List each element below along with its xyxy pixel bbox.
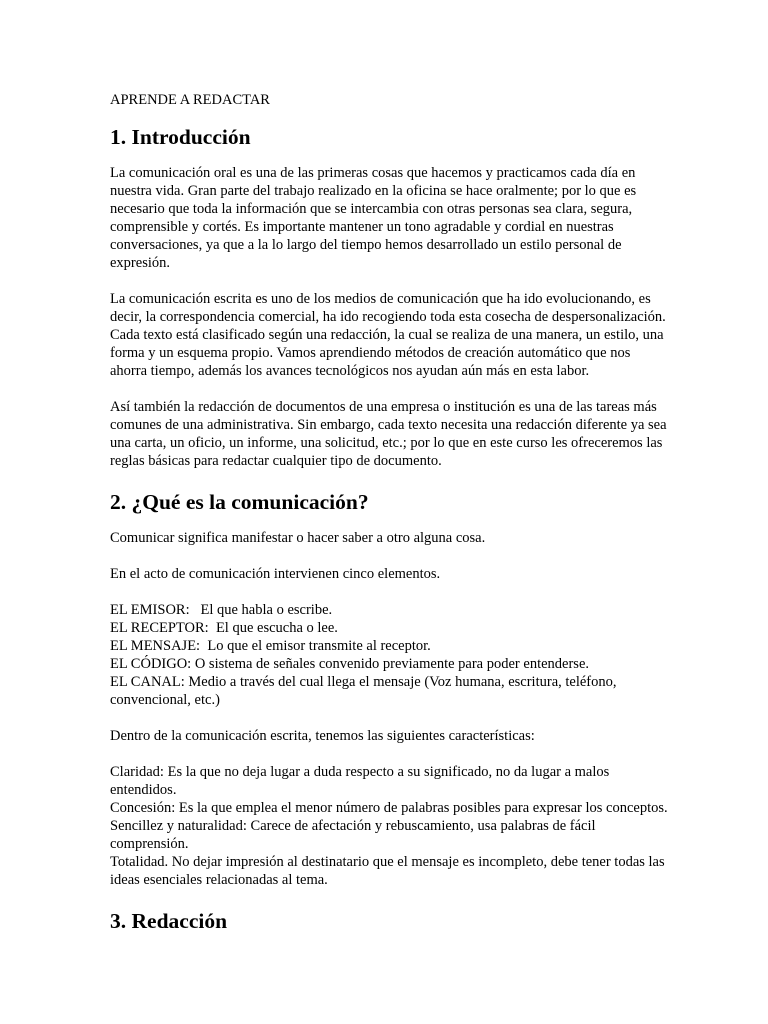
list-item: EL RECEPTOR: El que escucha o lee. [110,620,338,636]
list-item: EL EMISOR: El que habla o escribe. [110,602,333,618]
list-item: EL CANAL: Medio a través del cual llega el mensaje (Voz humana, escritura, teléfono, convencional, etc.) [110,674,617,708]
paragraph: La comunicación oral es una de las primeras cosas que hacemos y practicamos cada día en nuestra vida. Gran parte del trabajo realizado en la oficina se hace oralmente; por lo que es necesario que toda la información que se intercambia con otras personas sea clara, segura, comprensible y cortés. Es importante mantener un tono agradable y cordial en nuestras conversaciones, ya que a la lo largo del tiempo hemos desarrollado un estilo personal de expresión. [110,165,637,271]
section-heading-redaccion: 3. Redacción [110,909,228,933]
paragraph: En el acto de comunicación intervienen cinco elementos. [110,566,441,582]
paragraph: La comunicación escrita es uno de los medios de comunicación que ha ido evolucionando, es decir, la correspondencia comercial, ha ido recogiendo toda esta cosecha de despersonalización. Cada texto está clasificado según una redacción, la cual se realiza de una manera, un estilo, una forma y un esquema propio. Vamos aprendiendo métodos de creación automático que nos ahorra tiempo, además los avances tecnológicos nos ayudan aún más en esta labor. [110,291,666,379]
document-title: APRENDE A REDACTAR [110,92,270,108]
list-item: Totalidad. No dejar impresión al destinatario que el mensaje es incompleto, debe tener todas las ideas esenciales relacionadas al tema. [110,854,665,888]
section-heading-que-es-comunicacion: 2. ¿Qué es la comunicación? [110,490,369,514]
list-item: Sencillez y naturalidad: Carece de afectación y rebuscamiento, usa palabras de fácil comprensión. [110,818,596,852]
list-item: EL MENSAJE: Lo que el emisor transmite al receptor. [110,638,431,654]
communication-elements-list [110,601,668,709]
list-item: Claridad: Es la que no deja lugar a duda respecto a su significado, no da lugar a malos entendidos. [110,764,610,798]
characteristics-list [110,763,668,889]
paragraph: Comunicar significa manifestar o hacer saber a otro alguna cosa. [110,530,486,546]
list-item: Concesión: Es la que emplea el menor número de palabras posibles para expresar los conceptos. [110,800,668,816]
list-item: EL CÓDIGO: O sistema de señales convenido previamente para poder entenderse. [110,656,590,672]
paragraph: Dentro de la comunicación escrita, tenemos las siguientes características: [110,728,535,744]
section-heading-introduccion: 1. Introducción [110,125,251,149]
paragraph: Así también la redacción de documentos de una empresa o institución es una de las tareas más comunes de una administrativa. Sin embargo, cada texto necesita una redacción diferente ya sea una carta, un oficio, un informe, una solicitud, etc.; por lo que en este curso les ofreceremos las reglas básicas para redactar cualquier tipo de documento. [110,399,667,469]
